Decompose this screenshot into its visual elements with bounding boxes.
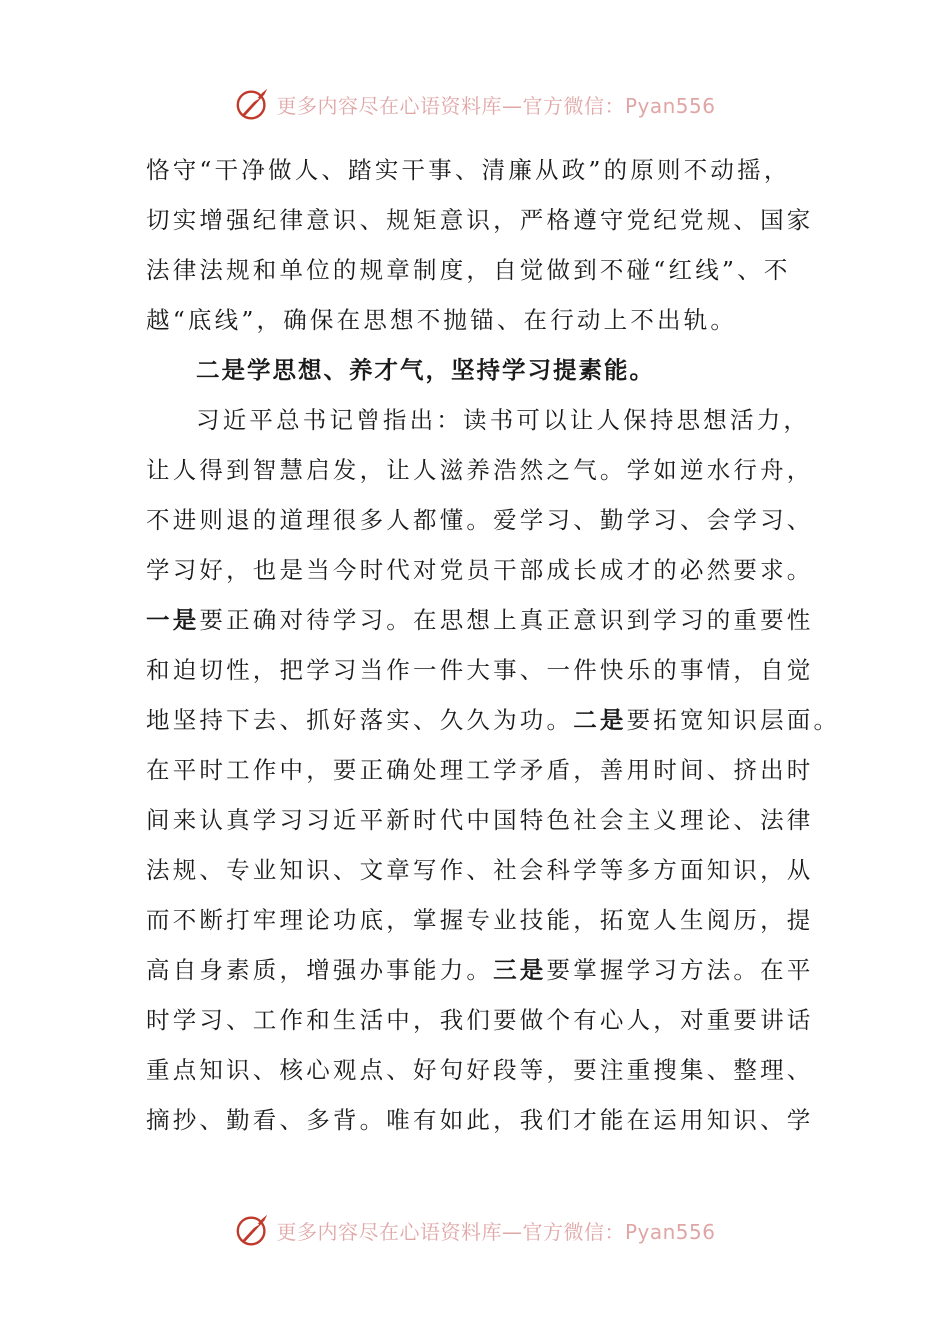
body-line: 间来认真学习习近平新时代中国特色社会主义理论、法律 xyxy=(146,806,814,834)
body-line: 重点知识、核心观点、好句好段等，要注重搜集、整理、 xyxy=(146,1056,814,1084)
document-body xyxy=(146,145,841,1145)
bold-marker: 三是 xyxy=(493,956,547,984)
body-line xyxy=(146,595,814,645)
footer-banner xyxy=(0,1210,950,1250)
body-line: 摘抄、勤看、多背。唯有如此，我们才能在运用知识、学 xyxy=(146,1106,814,1134)
header-banner-text: 更多内容尽在心语资料库—官方微信：Pyan556 xyxy=(276,93,716,118)
body-text: 要正确对待学习。在思想上真正意识到学习的重要性 xyxy=(199,606,814,634)
body-line: 切实增强纪律意识、规矩意识，严格遵守党纪党规、国家 xyxy=(146,206,814,234)
quill-logo-icon xyxy=(234,85,272,123)
body-line: 在平时工作中，要正确处理工学矛盾，善用时间、挤出时 xyxy=(146,756,814,784)
body-line: 恪守“干净做人、踏实干事、清廉从政”的原则不动摇， xyxy=(146,156,791,184)
body-line xyxy=(146,695,841,745)
footer-banner-text: 更多内容尽在心语资料库—官方微信：Pyan556 xyxy=(276,1219,716,1244)
bold-marker: 一是 xyxy=(146,606,200,634)
bold-marker: 二是 xyxy=(573,706,627,734)
body-line: 习近平总书记曾指出：读书可以让人保持思想活力， xyxy=(196,406,811,434)
section-heading: 二是学思想、养才气，坚持学习提素能。 xyxy=(196,356,655,384)
body-text: 要拓宽知识层面。 xyxy=(626,706,841,734)
body-line: 法律法规和单位的规章制度，自觉做到不碰“红线”、不 xyxy=(146,256,791,284)
body-line: 和迫切性，把学习当作一件大事、一件快乐的事情，自觉 xyxy=(146,656,814,684)
header-banner xyxy=(0,84,950,124)
body-text: 要掌握学习方法。在平 xyxy=(546,956,814,984)
body-text: 高自身素质，增强办事能力。 xyxy=(146,956,494,984)
body-line: 越“底线”，确保在思想不抛锚、在行动上不出轨。 xyxy=(146,306,738,334)
body-line: 让人得到智慧启发，让人滋养浩然之气。学如逆水行舟， xyxy=(146,456,814,484)
quill-logo-icon xyxy=(234,1211,272,1249)
body-line: 不进则退的道理很多人都懂。爱学习、勤学习、会学习、 xyxy=(146,506,814,534)
body-line: 而不断打牢理论功底，掌握专业技能，拓宽人生阅历，提 xyxy=(146,906,814,934)
body-line: 时学习、工作和生活中，我们要做个有心人，对重要讲话 xyxy=(146,1006,814,1034)
body-text: 地坚持下去、抓好落实、久久为功。 xyxy=(146,706,574,734)
body-line: 学习好，也是当今时代对党员干部成长成才的必然要求。 xyxy=(146,556,814,584)
body-line xyxy=(146,945,814,995)
body-line: 法规、专业知识、文章写作、社会科学等多方面知识，从 xyxy=(146,856,814,884)
